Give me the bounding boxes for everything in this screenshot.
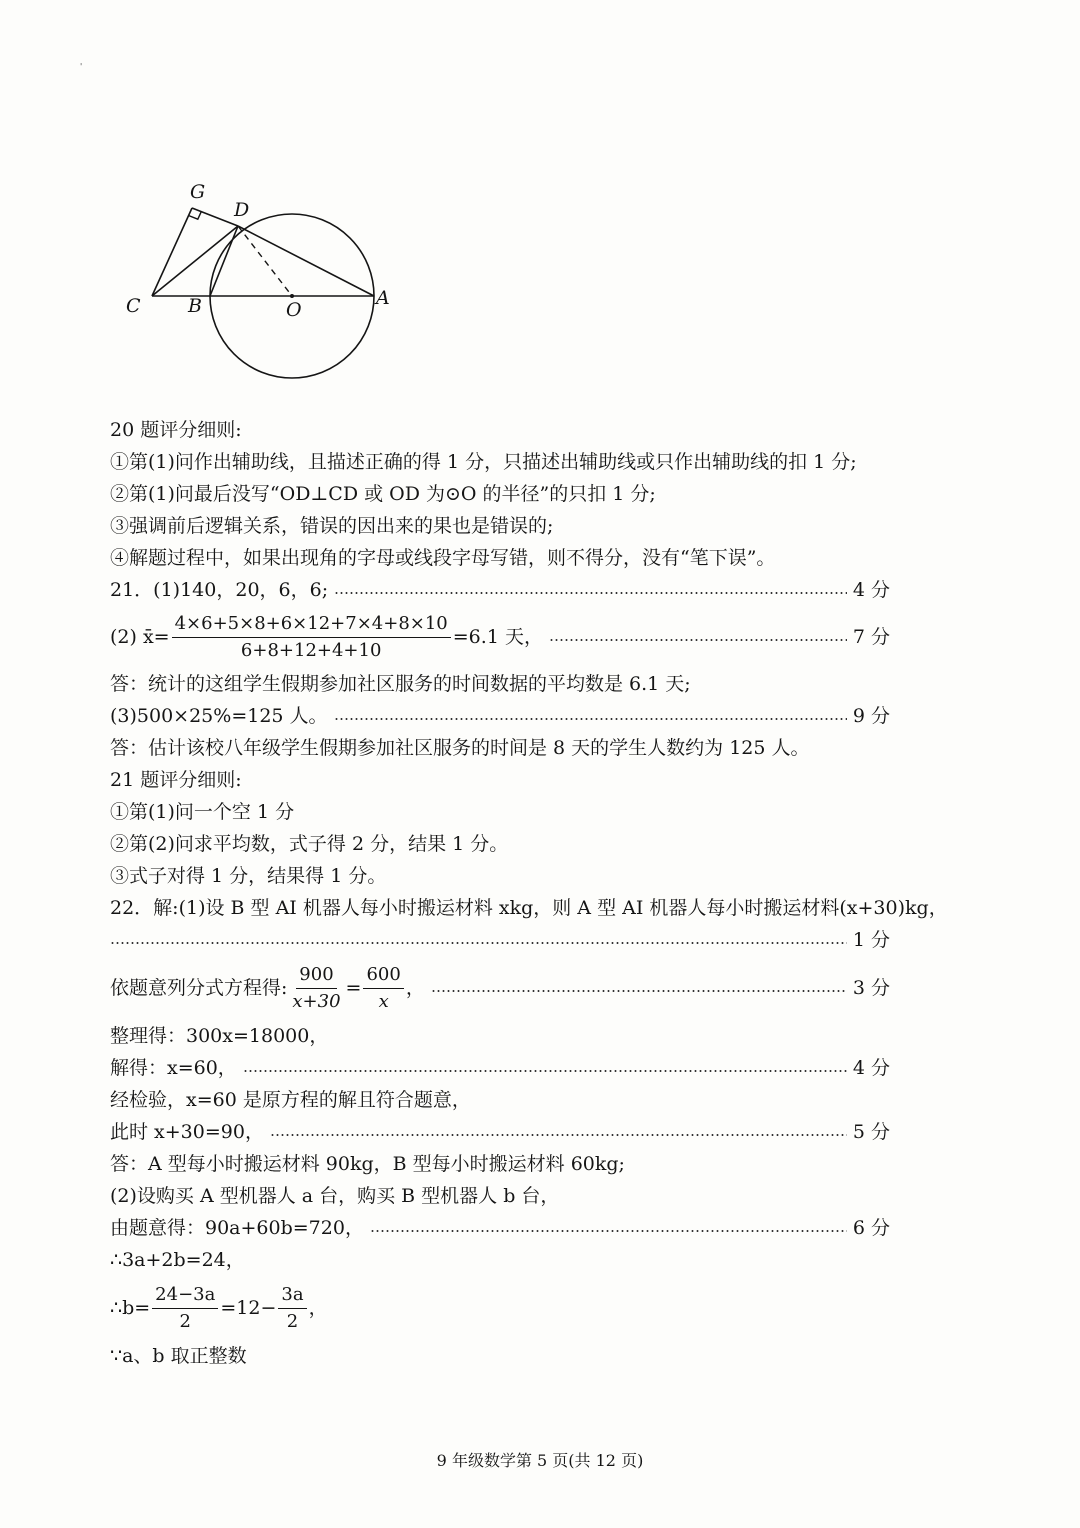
solution-content (110, 414, 948, 1372)
line-cd (152, 226, 238, 296)
q21-part1-line (110, 574, 890, 606)
therefore-prefix: ∴b= (110, 1297, 151, 1319)
score-label: 3 分 (852, 977, 890, 999)
q22-solve: 解得：x=60， (110, 1057, 237, 1079)
mean-fraction (172, 611, 451, 664)
fraction-denominator: x+30 (292, 990, 341, 1012)
b-fraction-2 (278, 1282, 306, 1335)
right-fraction (363, 962, 403, 1015)
geometry-figure (118, 176, 408, 410)
score-label: 5 分 (852, 1121, 890, 1143)
therefore-mid: =12− (220, 1297, 277, 1319)
label-d: D (234, 199, 250, 221)
page-mark: ' (80, 62, 83, 71)
dot-leader (243, 1070, 847, 1072)
q22-because: ∵a、b 取正整数 (110, 1345, 247, 1367)
mean-result: =6.1 天， (452, 626, 543, 648)
q20-rules-title: 20 题评分细则: (110, 419, 242, 441)
fraction-numerator: 24−3a (152, 1282, 218, 1309)
q21-answer-2: 答：估计该校八年级学生假期参加社区服务的时间是 8 天的学生人数约为 125 人。 (110, 737, 810, 759)
circle-tangent-diagram (118, 176, 408, 406)
label-a: A (376, 287, 390, 309)
dot-leader (110, 942, 847, 944)
q22-equation-line (110, 956, 890, 1020)
therefore-suffix: ， (308, 1297, 328, 1319)
q22-therefore-1: ∴3a+2b=24， (110, 1249, 245, 1271)
q21-rule-3: ③式子对得 1 分，结果得 1 分。 (110, 865, 387, 887)
q22-therefore-2 (110, 1276, 328, 1340)
label-c: C (126, 295, 141, 317)
label-g: G (190, 181, 206, 203)
q22-part2: (2)设购买 A 型机器人 a 台，购买 B 型机器人 b 台， (110, 1185, 560, 1207)
q22-then: 此时 x+30=90， (110, 1121, 264, 1143)
q21-part3: (3)500×25%=125 人。 (110, 705, 328, 727)
q22-part2-eq-line (110, 1212, 890, 1244)
q22-line-1: 22．解:(1)设 B 型 AI 机器人每小时搬运材料 xkg，则 A 型 AI 机器人每小时搬运材料(x+30)kg， (110, 897, 948, 919)
line-cg (152, 208, 192, 296)
q20-rule-2: ②第(1)问最后没写“OD⊥CD 或 OD 为⊙O 的半径”的只扣 1 分; (110, 483, 656, 505)
fraction-numerator: 4×6+5×8+6×12+7×4+8×10 (172, 611, 451, 638)
q22-answer: 答：A 型每小时搬运材料 90kg，B 型每小时搬运材料 60kg; (110, 1153, 625, 1175)
q21-part2-expression (110, 606, 543, 668)
dot-leader (549, 639, 847, 641)
b-fraction-1 (152, 1282, 218, 1335)
q20-rule-3: ③强调前后逻辑关系，错误的因出来的果也是错误的; (110, 515, 554, 537)
fraction-denominator: 2 (286, 1310, 299, 1332)
q21-part3-line (110, 700, 890, 732)
fraction-denominator: 2 (179, 1310, 191, 1332)
left-fraction (289, 962, 343, 1015)
q22-part2-eq: 由题意得：90a+60b=720， (110, 1217, 364, 1239)
dot-leader (270, 1134, 847, 1136)
q22-equation (110, 962, 425, 1015)
dot-leader (431, 990, 847, 992)
q21-part2-line (110, 606, 890, 668)
page-footer: 9 年级数学第 5 页(共 12 页) (436, 1451, 644, 1470)
score-label: 9 分 (852, 705, 890, 727)
q22-check: 经检验，x=60 是原方程的解且符合题意， (110, 1089, 471, 1111)
mean-symbol: (2) x̄= (110, 626, 170, 648)
fraction-denominator: 6+8+12+4+10 (240, 639, 382, 661)
q22-simplify: 整理得：300x=18000， (110, 1025, 329, 1047)
point-o (290, 294, 294, 298)
dot-leader (334, 718, 847, 720)
equation-suffix: ， (405, 977, 425, 999)
label-o: O (286, 299, 302, 321)
label-b: B (188, 295, 202, 317)
score-label: 4 分 (852, 1057, 890, 1079)
fraction-numerator: 900 (296, 962, 336, 989)
line-do-dashed (238, 226, 292, 296)
q20-rule-1: ①第(1)问作出辅助线，且描述正确的得 1 分，只描述出辅助线或只作出辅助线的扣 1 分; (110, 451, 857, 473)
q21-answer-1: 答：统计的这组学生假期参加社区服务的时间数据的平均数是 6.1 天; (110, 673, 691, 695)
dot-leader (370, 1230, 847, 1232)
q21-rules-title: 21 题评分细则: (110, 769, 242, 791)
dot-leader (334, 592, 847, 594)
score-label: 6 分 (852, 1217, 890, 1239)
q21-rule-1: ①第(1)问一个空 1 分 (110, 801, 295, 823)
q22-then-line (110, 1116, 890, 1148)
q22-solve-line (110, 1052, 890, 1084)
q22-line-1-score-line (110, 924, 890, 956)
fraction-denominator: x (378, 990, 389, 1012)
q20-rule-4: ④解题过程中，如果出现角的字母或线段字母写错，则不得分，没有“笔下误”。 (110, 547, 776, 569)
equation-prefix: 依题意列分式方程得: (110, 977, 288, 999)
score-label: 1 分 (852, 929, 890, 951)
q22-therefore-2-line (110, 1276, 890, 1340)
q21-part1: 21．(1)140，20，6，6; (110, 579, 329, 601)
score-label: 4 分 (852, 579, 890, 601)
fraction-numerator: 3a (278, 1282, 306, 1309)
fraction-numerator: 600 (363, 962, 403, 989)
score-label: 7 分 (852, 626, 890, 648)
q21-rule-2: ②第(2)问求平均数，式子得 2 分，结果 1 分。 (110, 833, 509, 855)
equals-sign: = (345, 977, 362, 999)
line-da (238, 226, 374, 296)
